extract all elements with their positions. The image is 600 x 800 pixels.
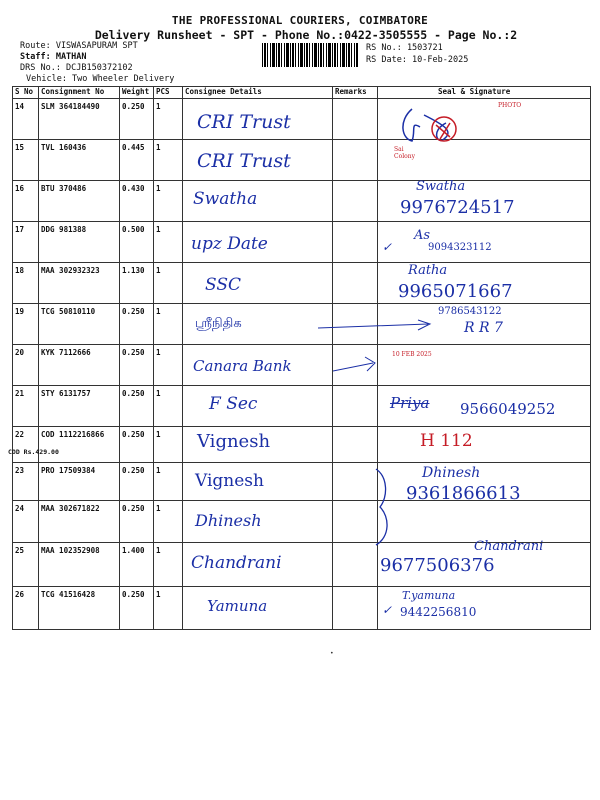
consignee-cell (183, 263, 333, 304)
signature-name: T.yamuna (402, 589, 456, 602)
signature-phone: 9786543122 (438, 306, 502, 317)
table-row (13, 181, 591, 222)
consignee-handwriting: SSC (205, 275, 242, 295)
sno-cell: 21 (13, 386, 39, 427)
signature-phone: 9965071667 (398, 281, 513, 302)
signature-name: R R 7 (464, 320, 503, 336)
consignment-cell: MAA 302671822 (39, 501, 120, 543)
weight-cell: 0.250 (120, 587, 154, 630)
pcs-cell: 1 (154, 304, 183, 345)
stamp-text: 10 FEB 2025 (392, 351, 432, 358)
consignment-cell: STY 6131757 (39, 386, 120, 427)
consignee-cell (183, 140, 333, 181)
table-row (13, 543, 591, 587)
signature-cell (378, 304, 591, 345)
consignee-cell (183, 386, 333, 427)
vehicle-text: Vehicle: Two Wheeler Delivery (26, 74, 175, 84)
table-row (13, 263, 591, 304)
table-row (13, 140, 591, 181)
header-signature: Seal & Signature (378, 87, 591, 99)
header-consignment: Consignment No (39, 87, 120, 99)
pcs-cell: 1 (154, 263, 183, 304)
signature-name: Ratha (408, 263, 448, 278)
consignee-handwriting: Dhinesh (195, 511, 262, 530)
stamp-text: Sai Colony (394, 146, 415, 160)
weight-cell: 1.130 (120, 263, 154, 304)
consignment-cell: TCG 41516428 (39, 587, 120, 630)
weight-cell: 0.250 (120, 99, 154, 140)
signature-phone: 9094323112 (428, 242, 492, 253)
sno-cell: 15 (13, 140, 39, 181)
signature-phone: 9976724517 (400, 197, 515, 218)
signature-cell (378, 539, 591, 587)
stamp-text: PHOTO (498, 102, 522, 109)
staff-text: Staff: MATHAN (20, 52, 87, 62)
table-row (13, 345, 591, 386)
remarks-cell (333, 427, 378, 463)
sno-cell: 17 (13, 222, 39, 263)
signature-phone: 9442256810 (400, 605, 477, 619)
weight-cell: 0.250 (120, 427, 154, 463)
consignment-cell: SLM 364184490 (39, 99, 120, 140)
remarks-cell (333, 99, 378, 140)
cod-amount: COD Rs.429.00 (8, 448, 59, 456)
remarks-cell (333, 587, 378, 630)
page-dot: • (330, 650, 334, 657)
pcs-cell: 1 (154, 463, 183, 501)
rs-number: RS No.: 1503721 (366, 43, 443, 53)
runsheet-table (12, 86, 591, 630)
runsheet-title: Delivery Runsheet - SPT - Phone No.:0422-3505555 - Page No.:2 (94, 28, 518, 42)
rs-date: RS Date: 10-Feb-2025 (366, 55, 469, 65)
consignee-cell (183, 587, 333, 630)
consignee-cell (183, 463, 333, 501)
signature-name: Swatha (416, 179, 466, 194)
header-remarks: Remarks (333, 87, 378, 99)
pcs-cell: 1 (154, 587, 183, 630)
signature-cell (378, 386, 591, 427)
pcs-cell: 1 (154, 181, 183, 222)
consignee-handwriting: Chandrani (191, 553, 282, 573)
remarks-cell (333, 222, 378, 263)
signature-cell (378, 463, 591, 504)
table-row (13, 501, 591, 543)
consignment-cell: KYK 7112666 (39, 345, 120, 386)
sno-cell: 18 (13, 263, 39, 304)
signature-phone: 9677506376 (380, 555, 495, 576)
consignee-cell (183, 345, 333, 386)
header-sno: S No (13, 87, 39, 99)
sno-cell: 20 (13, 345, 39, 386)
arrow-line (318, 316, 438, 336)
consignee-cell (183, 222, 333, 263)
remarks-cell (333, 501, 378, 543)
table-header-row (13, 87, 591, 99)
table-row (13, 386, 591, 427)
consignee-handwriting: Vignesh (195, 471, 264, 491)
consignment-cell: TCG 50810110 (39, 304, 120, 345)
remarks-cell (333, 543, 378, 587)
table-row (13, 222, 591, 263)
consignee-handwriting: upz Date (191, 234, 268, 254)
sno-cell: 23 (13, 463, 39, 501)
consignee-handwriting: Yamuna (207, 597, 268, 615)
signature-cell (378, 427, 591, 463)
header-consignee: Consignee Details (183, 87, 333, 99)
signature-cell (378, 345, 591, 386)
barcode (262, 43, 358, 67)
weight-cell: 0.500 (120, 222, 154, 263)
signature-phone: 9566049252 (460, 400, 556, 418)
weight-cell: 0.250 (120, 304, 154, 345)
signature-cell (378, 222, 591, 263)
pcs-cell: 1 (154, 345, 183, 386)
consignee-handwriting: F Sec (209, 394, 258, 414)
table-row (13, 463, 591, 501)
consignee-handwriting: CRI Trust (197, 111, 291, 133)
route-text: Route: VISWASAPURAM SPT (20, 41, 138, 51)
weight-cell: 0.250 (120, 463, 154, 501)
header-weight: Weight (120, 87, 154, 99)
remarks-cell (333, 345, 378, 386)
weight-cell: 0.250 (120, 345, 154, 386)
consignee-handwriting: Vignesh (197, 431, 271, 452)
consignee-cell (183, 427, 333, 463)
weight-cell: 1.400 (120, 543, 154, 587)
consignee-handwriting: Canara Bank (193, 357, 292, 375)
remarks-cell (333, 263, 378, 304)
weight-cell: 0.250 (120, 386, 154, 427)
signature-name: Priya (390, 394, 430, 412)
weight-cell: 0.430 (120, 181, 154, 222)
remarks-cell (333, 386, 378, 427)
consignee-handwriting: CRI Trust (197, 150, 291, 172)
pcs-cell: 1 (154, 99, 183, 140)
remarks-cell (333, 140, 378, 181)
signature-scribble (384, 101, 504, 145)
consignee-cell (183, 304, 333, 345)
consignee-cell (183, 181, 333, 222)
drs-number: DRS No.: DCJB150372102 (20, 63, 133, 73)
signature-name: Dhinesh (422, 465, 481, 481)
sno-cell: 24 (13, 501, 39, 543)
weight-cell: 0.445 (120, 140, 154, 181)
sno-cell: 22 (13, 427, 39, 463)
consignee-cell (183, 543, 333, 587)
consignee-cell (183, 501, 333, 543)
table-row (13, 304, 591, 345)
signature-cell (378, 140, 591, 181)
consignee-handwriting: Swatha (193, 189, 258, 209)
header-pcs: PCS (154, 87, 183, 99)
pcs-cell: 1 (154, 386, 183, 427)
consignment-cell: DDG 981388 (39, 222, 120, 263)
signature-cell (378, 263, 591, 304)
sno-cell: 19 (13, 304, 39, 345)
pcs-cell: 1 (154, 427, 183, 463)
check-mark: ✓ (382, 240, 393, 254)
arrow-line (333, 349, 383, 379)
consignment-cell: COD 1112216866 (39, 427, 120, 463)
signature-cell (378, 99, 591, 140)
check-mark: ✓ (382, 603, 393, 617)
sno-cell: 25 (13, 543, 39, 587)
company-title: THE PROFESSIONAL COURIERS, COIMBATORE (171, 14, 429, 27)
signature-cell (378, 587, 591, 630)
signature-phone: 9361866613 (406, 483, 521, 504)
table-row (13, 427, 591, 463)
remarks-cell (333, 463, 378, 501)
pcs-cell: 1 (154, 222, 183, 263)
remarks-cell (333, 181, 378, 222)
table-row (13, 99, 591, 140)
sno-cell: 16 (13, 181, 39, 222)
pcs-cell: 1 (154, 140, 183, 181)
consignee-cell (183, 99, 333, 140)
signature-cell (378, 501, 591, 543)
signature-name: Chandrani (474, 539, 544, 554)
consignment-cell: PRO 17509384 (39, 463, 120, 501)
signature-name: As (414, 228, 431, 243)
pcs-cell: 1 (154, 501, 183, 543)
pcs-cell: 1 (154, 543, 183, 587)
delivery-mark: H 112 (420, 431, 473, 451)
consignment-cell: BTU 370486 (39, 181, 120, 222)
weight-cell: 0.250 (120, 501, 154, 543)
consignee-handwriting: ஸ்ரீநிதிக (195, 316, 242, 331)
sno-cell: 26 (13, 587, 39, 630)
table-row (13, 587, 591, 630)
signature-cell (378, 181, 591, 222)
consignment-cell: TVL 160436 (39, 140, 120, 181)
sno-cell: 14 (13, 99, 39, 140)
consignment-cell: MAA 302932323 (39, 263, 120, 304)
consignment-cell: MAA 102352908 (39, 543, 120, 587)
